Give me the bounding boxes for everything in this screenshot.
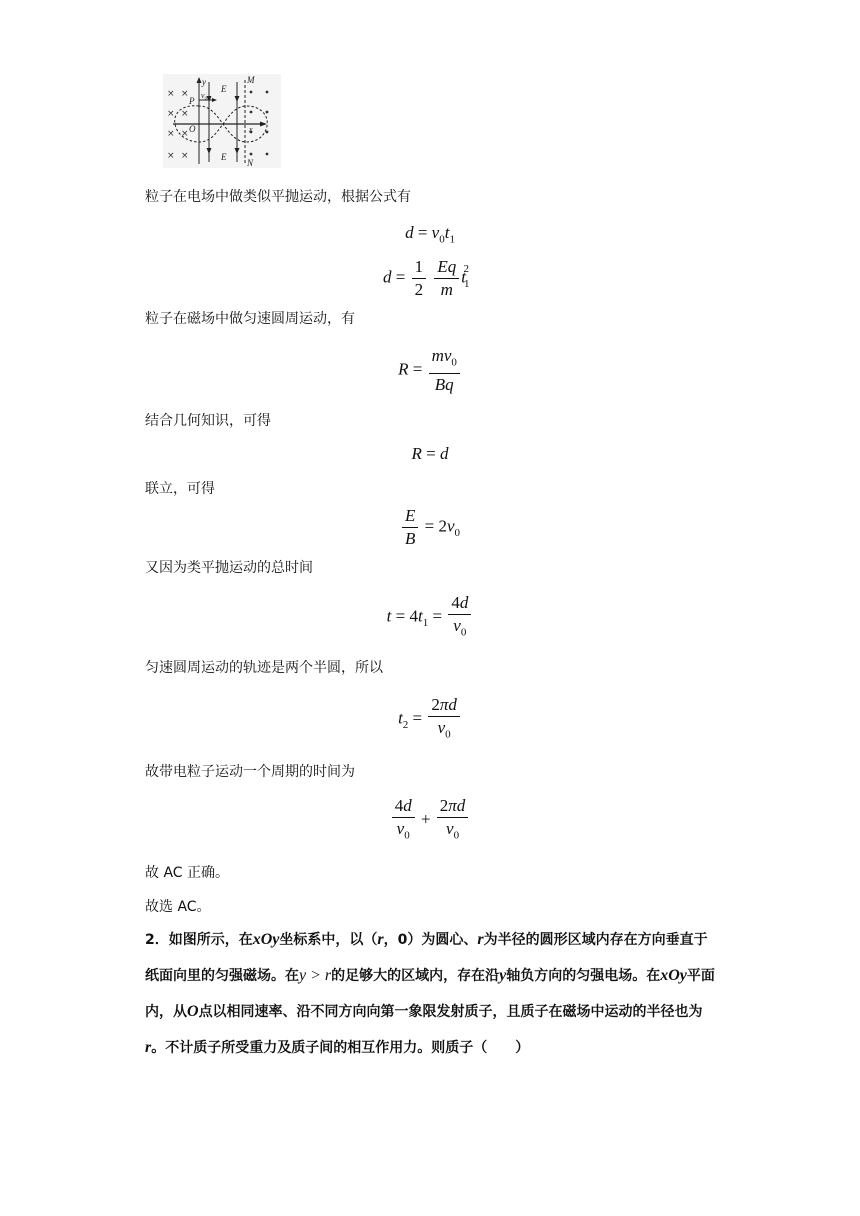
var-o: O: [187, 1003, 199, 1020]
question-text-7: 平面内，从: [145, 968, 715, 1020]
figure-label-y: y: [202, 77, 206, 87]
var-xoy: xOy: [660, 967, 687, 984]
equation-t2: $t_2$ = $\frac{2\pi d}{v_0}$: [0, 694, 860, 745]
svg-text:×: ×: [167, 109, 175, 119]
figure-label-x: x: [249, 125, 253, 134]
svg-text:×: ×: [181, 109, 189, 119]
var-xoy: xOy: [252, 931, 280, 948]
question-number: 2．: [145, 932, 169, 948]
paragraph-ac-correct: 故 AC 正确。: [145, 865, 230, 881]
paragraph-choose-ac: 故选 AC。: [145, 899, 211, 915]
equation-E-over-B: $\frac{E}{B}$ = $2v_0$: [0, 505, 860, 550]
equation-d-v0-t1: $d = v_0t_1$: [405, 223, 455, 246]
question-text-6: 轴负方向的匀强电场。在: [506, 968, 661, 984]
figure-label-E-top: E: [221, 84, 227, 94]
question-text-2: 坐标系中，以（: [279, 932, 378, 948]
var-r: r: [145, 1039, 152, 1056]
figure-label-O: O: [189, 124, 196, 134]
question-text-5: 的足够大的区域内，存在沿: [331, 968, 500, 984]
paragraph-semicircles: 匀速圆周运动的轨迹是两个半圆，所以: [145, 660, 383, 676]
equation-R-equals-d: R = d: [411, 444, 449, 463]
var-y: y: [499, 967, 507, 984]
var-r: r: [377, 931, 384, 948]
question-text-8: 点以相同速率、沿不同方向向第一象限发射质子，且质子在磁场中运动的半径也为: [198, 1004, 703, 1020]
svg-text:×: ×: [181, 129, 189, 139]
figure-label-E-bottom: E: [221, 152, 227, 162]
equation-radius: R = $\frac{mv_0}{Bq}$: [0, 345, 860, 396]
question-2: [145, 922, 720, 1066]
svg-text:×: ×: [167, 89, 175, 99]
equation-d-half-accel: d = $\frac{1}{2}$ $\frac{Eq}{m}$ $t_1^2$: [383, 257, 470, 299]
equation-period-sum: $\frac{4d}{v_0}$ + $\frac{2\pi d}{v_0}$: [0, 795, 860, 846]
paragraph-electric-field-motion: 粒子在电场中做类似平抛运动，根据公式有: [145, 189, 411, 205]
question-text-3: ，0）为圆心、: [383, 932, 478, 948]
inequality-y-gt-r: y > r: [299, 967, 332, 984]
paragraph-combine: 联立，可得: [145, 481, 215, 497]
figure-label-v0: v₀: [201, 91, 208, 100]
svg-text:×: ×: [167, 151, 175, 161]
var-r: r: [477, 931, 484, 948]
question-text-1: 如图所示，在: [168, 932, 253, 948]
svg-text:×: ×: [181, 151, 189, 161]
physics-figure: [163, 74, 281, 168]
figure-label-P: P: [189, 96, 195, 106]
paragraph-total-time: 又因为类平抛运动的总时间: [145, 560, 313, 576]
equation-t-total: $t = 4t_1$ = $\frac{4d}{v_0}$: [0, 592, 860, 643]
svg-text:×: ×: [181, 89, 189, 99]
svg-text:×: ×: [167, 129, 175, 139]
figure-label-M: M: [247, 75, 255, 85]
paragraph-period: 故带电粒子运动一个周期的时间为: [145, 764, 355, 780]
question-text-4: 为半径的圆形区域内存在方向垂直于纸面向里的匀强磁场。在: [145, 932, 708, 984]
figure-label-N: N: [247, 158, 254, 168]
question-text-9: 。不计质子所受重力及质子间的相互作用力。则质子（ ）: [151, 1040, 530, 1056]
paragraph-geometry: 结合几何知识，可得: [145, 413, 271, 429]
paragraph-magnetic-field-motion: 粒子在磁场中做匀速圆周运动，有: [145, 311, 355, 327]
